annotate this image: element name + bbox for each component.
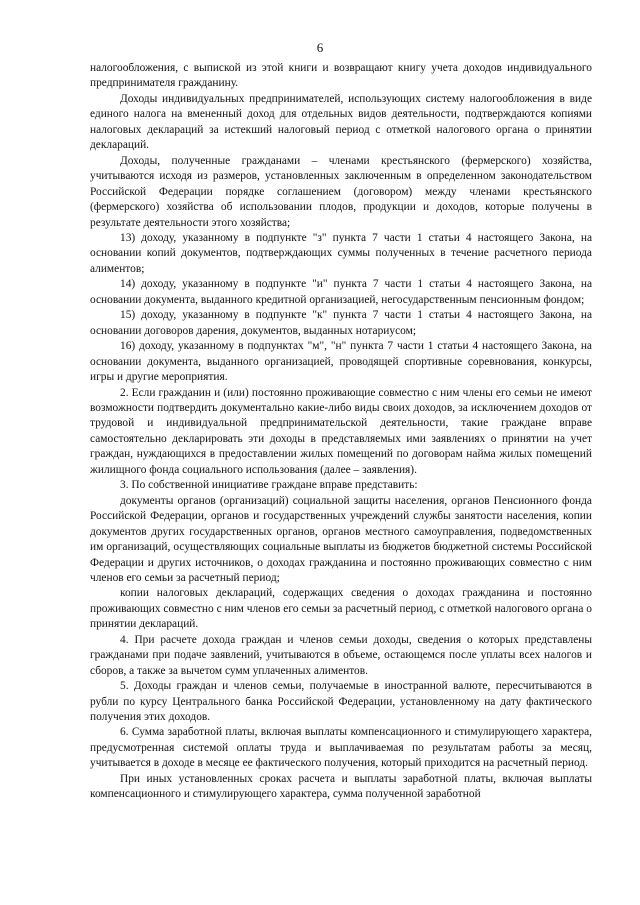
paragraph-tax-declarations: копии налоговых деклараций, содержащих сведения о доходах гражданина и постоянно проживающих совместно с ним членов его семьи за расчетный период, с отметкой налогового органа о принятии деклараций. xyxy=(90,587,592,631)
page-number: 6 xyxy=(316,40,324,55)
paragraph-item-14: 14) доходу, указанному в подпункте "и" пункта 7 части 1 статьи 4 настоящего Закона, на основании документа, выданного кредитной организацией, негосударственным пенсионным фондом; xyxy=(90,278,592,306)
paragraph-clause-2: 2. Если гражданин и (или) постоянно проживающие совместно с ним члены его семьи не имеют возможности подтвердить документально какие-либо виды своих доходов, за исключением доходов от трудовой и индивидуальной предпринимательской деятельности, такие граждане вправе самостоятельно декларировать эти доходы в представляемых ими заявлениях о принятии на учет граждан, нуждающихся в предоставлении жилых помещений по договорам найма жилых помещений жилищного фонда социального использования (далее – заявления). xyxy=(90,386,592,476)
paragraph-item-16: 16) доходу, указанному в подпунктах "м", "н" пункта 7 части 1 статьи 4 настоящего Закона, на основании документа, выданного организацией, проводящей спортивные соревнования, конкурсы, игры и другие мероприятия. xyxy=(90,340,592,384)
paragraph-farm-income: Доходы, полученные гражданами – членами крестьянского (фермерского) хозяйства, учитываются исходя из размеров, установленных заключенным в определенном законодательством Российской Федерации порядке соглашением (договором) между членами крестьянского (фермерского) хозяйства об использовании плодов, продукции и доходов, которые получены в результате деятельности этого хозяйства; xyxy=(90,154,592,229)
paragraph-social-documents: документы органов (организаций) социальной защиты населения, органов Пенсионного фонда Российской Федерации, органов и государственных учреждений службы занятости населения, копии документов других государственных органов, органов местного самоуправления, подведомственных им организаций, осуществляющих социальные выплаты из бюджетов бюджетной системы Российской Федерации и других источников, о доходах гражданина и постоянно проживающих совместно с ним членов его семьи за расчетный период; xyxy=(90,494,592,584)
paragraph-clause-4: 4. При расчете дохода граждан и членов семьи доходы, сведения о которых представлены гражданами при подаче заявлений, учитываются в объеме, остающемся после уплаты всех налогов и сборов, а также за вычетом сумм уплаченных алиментов. xyxy=(90,633,592,677)
paragraph-imputed-income: Доходы индивидуальных предпринимателей, использующих систему налогообложения в виде единого налога на вмененный доход для отдельных видов деятельности, подтверждаются копиями налоговых деклараций за истекший налоговый период с отметкой налогового органа о принятии деклараций. xyxy=(90,92,592,152)
paragraph-item-13: 13) доходу, указанному в подпункте "з" пункта 7 части 1 статьи 4 настоящего Закона, на основании копий документов, подтверждающих суммы полученных в течение расчетного периода алиментов; xyxy=(90,231,592,275)
paragraph-item-15: 15) доходу, указанному в подпункте "к" пункта 7 части 1 статьи 4 настоящего Закона, на основании договоров дарения, документов, выданных нотариусом; xyxy=(90,309,592,337)
paragraph-clause-3: 3. По собственной инициативе граждане вправе представить: xyxy=(120,479,418,492)
document-body xyxy=(90,61,592,803)
paragraph-continuation: налогообложения, с выпиской из этой книги и возвращают книгу учета доходов индивидуального предпринимателя гражданину. xyxy=(90,62,592,90)
paragraph-other-terms: При иных установленных сроках расчета и выплаты заработной платы, включая выплаты компенсационного и стимулирующего характера, сумма полученной заработной xyxy=(90,772,592,801)
paragraph-clause-6: 6. Сумма заработной платы, включая выплаты компенсационного и стимулирующего характера, предусмотренная системой оплаты труда и выплачиваемая по результатам работы за месяц, учитывается в доходе в месяце ее фактического получения, который приходится на расчетный период. xyxy=(90,726,592,770)
paragraph-clause-5: 5. Доходы граждан и членов семьи, получаемые в иностранной валюте, пересчитываются в рубли по курсу Центрального банка Российской Федерации, установленному на дату фактического получения этих доходов. xyxy=(90,680,592,724)
